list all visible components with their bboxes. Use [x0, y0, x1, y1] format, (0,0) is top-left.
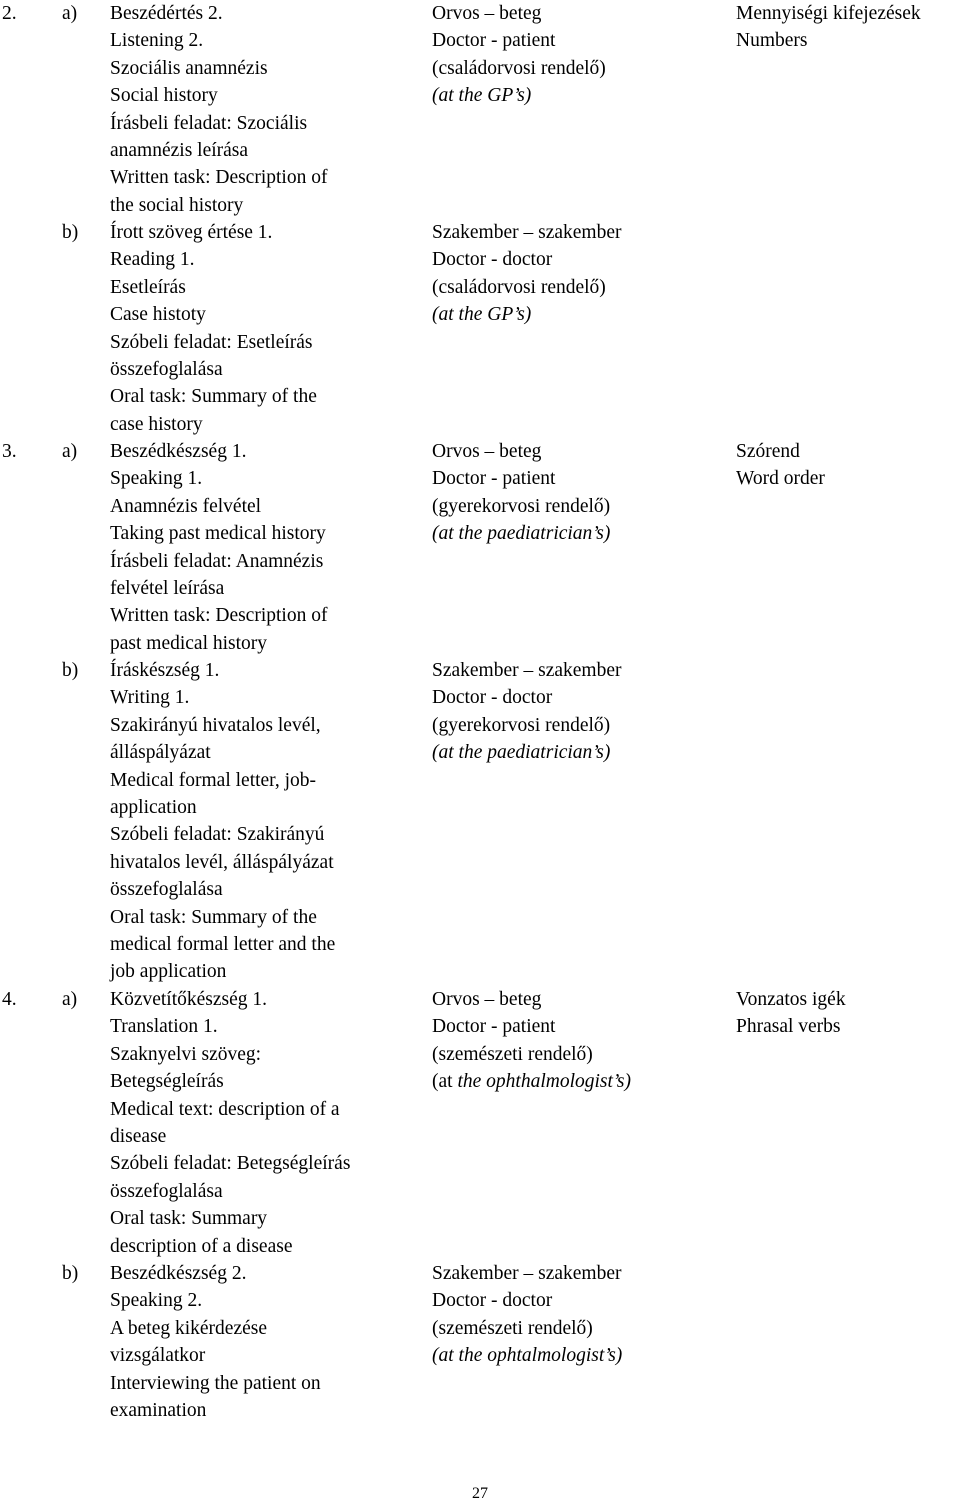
grammar-topic: [736, 986, 960, 1041]
skill-line: Speaking 1.: [110, 468, 203, 490]
situation-line: Doctor - doctor: [432, 687, 553, 709]
situation-line: Doctor - patient: [432, 468, 556, 490]
section-number: 4.: [2, 989, 17, 1010]
skill-line: disease: [110, 1125, 167, 1147]
situation-line: Szakember – szakember: [432, 222, 622, 243]
skill-line: összefoglalása: [110, 1180, 223, 1202]
grammar-line: Phrasal verbs: [736, 1016, 841, 1038]
skill-line: Oral task: Summary of the: [110, 386, 317, 408]
situation-line: Szakember – szakember: [432, 1263, 622, 1284]
skill-description: [110, 1260, 410, 1424]
skill-line: Written task: Description of: [110, 605, 328, 627]
skill-line: Anamnézis felvétel: [110, 495, 262, 517]
skill-line: Case histoty: [110, 304, 206, 326]
situation-line: Orvos – beteg: [432, 441, 542, 462]
skill-line: Írásbeli feladat: Szociális: [110, 112, 308, 134]
subsection-letter: b): [62, 1263, 79, 1284]
subsection-letter: b): [62, 660, 79, 681]
skill-line: Interviewing the patient on: [110, 1372, 321, 1394]
skill-line: Medical formal letter, job-: [110, 769, 317, 791]
situation-line: Orvos – beteg: [432, 3, 542, 24]
situation-line: Doctor - doctor: [432, 1290, 553, 1312]
grammar-line: Vonzatos igék: [736, 989, 846, 1010]
page-number: 27: [472, 1485, 488, 1502]
skill-line: összefoglalása: [110, 358, 223, 380]
communication-situation: [432, 219, 732, 329]
skill-line: Listening 2.: [110, 30, 204, 52]
skill-description: [110, 438, 410, 657]
skill-line: Oral task: Summary: [110, 1208, 268, 1230]
skill-line: álláspályázat: [110, 742, 211, 764]
skill-line: case history: [110, 413, 203, 435]
skill-line: Íráskészség 1.: [110, 660, 220, 681]
skill-line: examination: [110, 1399, 207, 1421]
skill-line: Szóbeli feladat: Esetleírás: [110, 331, 313, 353]
skill-description: [110, 657, 410, 986]
skill-line: hivatalos levél, álláspályázat: [110, 851, 334, 873]
grammar-line: Szórend: [736, 441, 800, 462]
skill-line: Medical text: description of a: [110, 1098, 340, 1120]
section-number: 3.: [2, 441, 17, 462]
skill-line: Beszédkészség 2.: [110, 1263, 247, 1284]
place-prefix: (at: [432, 1071, 458, 1093]
grammar-topic: [736, 0, 960, 55]
skill-line: Írott szöveg értése 1.: [110, 222, 273, 243]
communication-situation: [432, 657, 732, 767]
skill-line: the social history: [110, 194, 244, 216]
situation-line: Orvos – beteg: [432, 989, 542, 1010]
skill-line: Oral task: Summary of the: [110, 906, 317, 928]
skill-description: [110, 986, 410, 1260]
subsection-letter: a): [62, 989, 78, 1010]
skill-line: felvétel leírása: [110, 577, 225, 599]
skill-line: Szóbeli feladat: Szakirányú: [110, 824, 325, 846]
situation-line: Doctor - doctor: [432, 249, 553, 271]
place-italic: the ophthalmologist’s): [457, 1071, 631, 1093]
skill-line: Written task: Description of: [110, 167, 328, 189]
skill-line: medical formal letter and the: [110, 933, 336, 955]
grammar-line: Word order: [736, 468, 825, 490]
communication-situation: [432, 438, 732, 548]
place-italic: (at the paediatrician’s): [432, 742, 611, 764]
skill-line: anamnézis leírása: [110, 139, 249, 161]
situation-line: (szemészeti rendelő): [432, 1317, 593, 1339]
skill-line: Writing 1.: [110, 687, 190, 709]
situation-line: (családorvosi rendelő): [432, 276, 606, 298]
grammar-topic: [736, 438, 960, 493]
situation-line: (gyerekorvosi rendelő): [432, 714, 611, 736]
situation-line: Doctor - patient: [432, 1016, 556, 1038]
skill-line: description of a disease: [110, 1235, 293, 1257]
situation-line: Doctor - patient: [432, 30, 556, 52]
skill-line: Beszédkészség 1.: [110, 441, 247, 462]
situation-place: [432, 1342, 732, 1369]
subsection-letter: b): [62, 222, 79, 243]
skill-line: Speaking 2.: [110, 1290, 203, 1312]
situation-place: [432, 1068, 732, 1095]
skill-line: past medical history: [110, 632, 268, 654]
situation-place: [432, 82, 732, 109]
grammar-line: Mennyiségi kifejezések: [736, 3, 921, 24]
skill-line: A beteg kikérdezése: [110, 1317, 268, 1339]
communication-situation: [432, 1260, 732, 1370]
skill-line: Esetleírás: [110, 276, 186, 298]
situation-line: (családorvosi rendelő): [432, 57, 606, 79]
place-italic: (at the GP’s): [432, 304, 532, 326]
skill-line: Szóbeli feladat: Betegségleírás: [110, 1153, 351, 1175]
place-italic: (at the GP’s): [432, 85, 532, 107]
skill-line: vizsgálatkor: [110, 1345, 206, 1367]
skill-line: Taking past medical history: [110, 523, 326, 545]
skill-line: Betegségleírás: [110, 1071, 224, 1093]
skill-line: Szociális anamnézis: [110, 57, 268, 79]
place-italic: (at the paediatrician’s): [432, 523, 611, 545]
skill-line: Szakirányú hivatalos levél,: [110, 714, 321, 736]
skill-line: Írásbeli feladat: Anamnézis: [110, 550, 324, 572]
situation-place: [432, 520, 732, 547]
section-number: 2.: [2, 3, 17, 24]
skill-line: Reading 1.: [110, 249, 195, 271]
situation-place: [432, 739, 732, 766]
subsection-letter: a): [62, 3, 78, 24]
skill-line: Közvetítőkészség 1.: [110, 989, 268, 1010]
communication-situation: [432, 0, 732, 110]
situation-line: (gyerekorvosi rendelő): [432, 495, 611, 517]
grammar-line: Numbers: [736, 30, 808, 52]
skill-line: összefoglalása: [110, 879, 223, 901]
skill-line: job application: [110, 961, 227, 983]
skill-line: Beszédértés 2.: [110, 3, 223, 24]
communication-situation: [432, 986, 732, 1096]
situation-line: Szakember – szakember: [432, 660, 622, 681]
skill-line: Translation 1.: [110, 1016, 218, 1038]
subsection-letter: a): [62, 441, 78, 462]
skill-description: [110, 0, 410, 219]
situation-place: [432, 301, 732, 328]
skill-line: Szaknyelvi szöveg:: [110, 1043, 262, 1065]
skill-line: Social history: [110, 85, 218, 107]
skill-description: [110, 219, 410, 438]
place-italic: (at the ophtalmologist’s): [432, 1345, 623, 1367]
skill-line: application: [110, 796, 197, 818]
situation-line: (szemészeti rendelő): [432, 1043, 593, 1065]
